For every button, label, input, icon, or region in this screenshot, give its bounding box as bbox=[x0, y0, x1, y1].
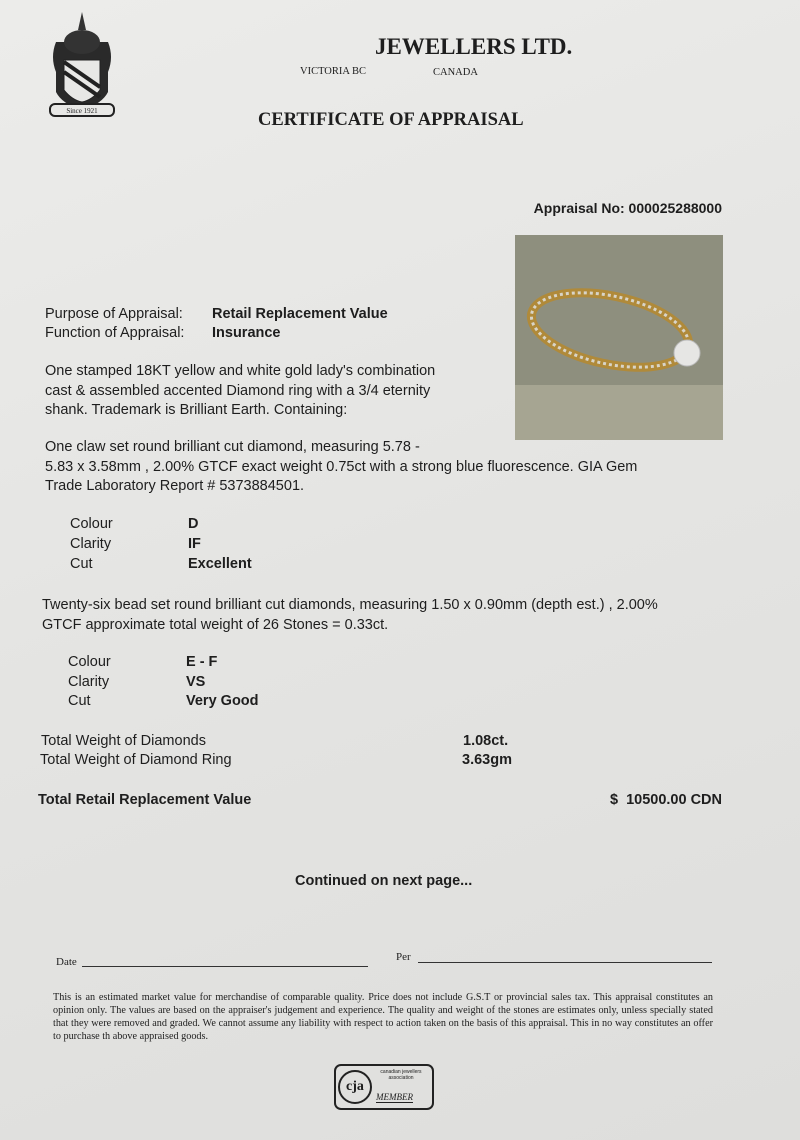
date-label: Date bbox=[56, 956, 77, 968]
total-value-amount: $ 10500.00 CDN bbox=[609, 792, 722, 808]
desc-line: 5.83 x 3.58mm , 2.00% GTCF exact weight 0.75ct with a strong blue fluorescence. GIA Gem bbox=[45, 458, 638, 475]
center-stone-description bbox=[45, 438, 637, 497]
member-text: MEMBER bbox=[376, 1092, 413, 1102]
desc-line: GTCF approximate total weight of 26 Stones = 0.33ct. bbox=[42, 616, 389, 633]
grade-value: VS bbox=[186, 674, 206, 690]
grade-label: Colour bbox=[70, 516, 113, 532]
appraisal-number: Appraisal No: 000025288000 bbox=[533, 200, 722, 216]
desc-line: One stamped 18KT yellow and white gold lady's combination bbox=[45, 363, 436, 379]
desc-line: Trade Laboratory Report # 5373884501. bbox=[45, 478, 305, 494]
grade-label: Colour bbox=[68, 654, 111, 670]
total-label: Total Weight of Diamonds bbox=[41, 733, 206, 749]
desc-line: shank. Trademark is Brilliant Earth. Containing: bbox=[45, 402, 348, 418]
cja-logo: cja bbox=[338, 1070, 372, 1104]
disclaimer: This is an estimated market value for merchandise of comparable quality. Price does not include G.S.T or provincial sales tax. This appraisal constitutes an opinion only. The values are based on the appraiser's judgement and experience. The quality and weight of the stones are estimates only, unless specially stated that they were removed and graded. We cannot assume any liability with respect to action taken on the basis of this appraisal. This in no way constitutes an offer to purchase th above appraised goods. bbox=[53, 992, 713, 1042]
accent-stones-description bbox=[42, 596, 658, 635]
grade-label: Clarity bbox=[70, 536, 112, 552]
signature-line bbox=[418, 962, 712, 963]
per-label: Per bbox=[396, 951, 411, 963]
svg-text:Since 1921: Since 1921 bbox=[66, 107, 98, 115]
total-value: 3.63gm bbox=[462, 752, 512, 768]
function-value: Insurance bbox=[212, 325, 281, 341]
crest-logo bbox=[42, 12, 124, 120]
grade-value: IF bbox=[188, 536, 201, 552]
total-value-label: Total Retail Replacement Value bbox=[38, 792, 252, 808]
grade-value: Excellent bbox=[188, 556, 252, 572]
document-title: CERTIFICATE OF APPRAISAL bbox=[258, 110, 524, 130]
grade-value: D bbox=[188, 516, 199, 532]
purpose-label: Purpose of Appraisal: bbox=[45, 306, 183, 322]
grade-value: E - F bbox=[186, 654, 218, 670]
grade-label: Clarity bbox=[68, 674, 110, 690]
ring-description bbox=[45, 362, 435, 421]
city: VICTORIA BC bbox=[300, 66, 367, 77]
desc-line: cast & assembled accented Diamond ring with a 3/4 eternity bbox=[45, 382, 431, 399]
date-line bbox=[82, 966, 368, 967]
desc-line: Twenty-six bead set round brilliant cut diamonds, measuring 1.50 x 0.90mm (depth est.) , 2.00% bbox=[42, 597, 658, 613]
function-label: Function of Appraisal: bbox=[45, 325, 185, 341]
org-name: canadian jewellers association bbox=[380, 1069, 422, 1081]
desc-line: One claw set round brilliant cut diamond, measuring 5.78 - bbox=[45, 439, 420, 455]
member-badge bbox=[334, 1064, 434, 1110]
grade-label: Cut bbox=[70, 556, 93, 572]
total-label: Total Weight of Diamond Ring bbox=[40, 752, 232, 768]
total-value: 1.08ct. bbox=[463, 733, 509, 749]
country: CANADA bbox=[433, 67, 478, 78]
grade-label: Cut bbox=[68, 693, 91, 709]
purpose-value: Retail Replacement Value bbox=[212, 306, 388, 322]
grade-value: Very Good bbox=[186, 693, 259, 709]
ring-photo bbox=[515, 235, 723, 440]
continued-note: Continued on next page... bbox=[295, 873, 473, 889]
company-name: JEWELLERS LTD. bbox=[375, 34, 573, 59]
